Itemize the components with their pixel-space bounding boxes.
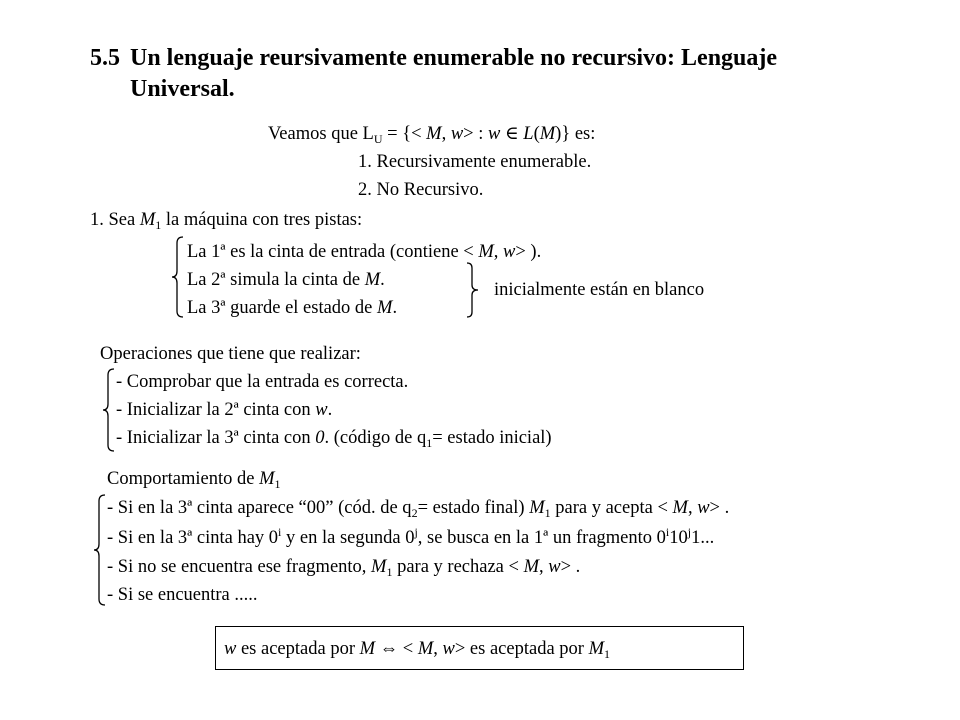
behavior-1: - Si en la 3ª cinta aparece “00” (cód. de $q_2=$ estado final) $M_1$ para y acepta < M, w> . bbox=[107, 498, 730, 520]
track-2: La 2ª simula la cinta de M. bbox=[187, 270, 385, 290]
section-title-line1: Un lenguaje reursivamente enumerable no recursivo: Lenguaje bbox=[130, 45, 778, 71]
operation-1: - Comprobar que la entrada es correcta. bbox=[116, 372, 409, 392]
section-number: 5.5 bbox=[90, 45, 120, 71]
conclusion-statement: w es aceptada por M ⇔ < M, w> es aceptada por $M_1$ bbox=[224, 639, 610, 661]
behavior-3: - Si no se encuentra ese fragmento, $M_1$ para y rechaza < M, w> . bbox=[107, 557, 581, 579]
section-title-line2: Universal. bbox=[130, 76, 235, 102]
iff-symbol: ⇔ bbox=[375, 639, 403, 659]
operation-3: - Inicializar la 3ª cinta con 0. (código de $q_1=$ estado inicial) bbox=[116, 428, 552, 450]
intro-statement: Veamos que $L_U$ = {< M, w> : w ∈ L(M)} es: bbox=[268, 124, 596, 146]
behavior-heading: Comportamiento de $M_1$ bbox=[107, 469, 281, 491]
track-3: La 3ª guarde el estado de M. bbox=[187, 298, 398, 318]
behavior-brace bbox=[92, 494, 108, 606]
behavior-2: - Si en la 3ª cinta hay 0$^i$ y en la segunda 0$^j$, se busca en la 1ª un fragmento 0$^i$10$^j$1... bbox=[107, 525, 715, 548]
operation-2: - Inicializar la 2ª cinta con w. bbox=[116, 400, 333, 420]
operations-heading: Operaciones que tiene que realizar: bbox=[100, 344, 361, 364]
tracks-right-brace bbox=[466, 262, 480, 318]
operations-brace bbox=[101, 368, 117, 452]
machine-definition: 1. Sea $M_1$ la máquina con tres pistas: bbox=[90, 210, 363, 232]
intro-item-2: 2. No Recursivo. bbox=[358, 180, 484, 200]
tracks-left-brace bbox=[170, 236, 186, 318]
element-of-symbol: ∈ bbox=[500, 124, 524, 144]
blank-tracks-note: inicialmente están en blanco bbox=[494, 280, 705, 300]
track-1: La 1ª es la cinta de entrada (contiene < M, w> ). bbox=[187, 242, 542, 262]
behavior-4: - Si se encuentra ..... bbox=[107, 585, 258, 605]
intro-item-1: 1. Recursivamente enumerable. bbox=[358, 152, 592, 172]
